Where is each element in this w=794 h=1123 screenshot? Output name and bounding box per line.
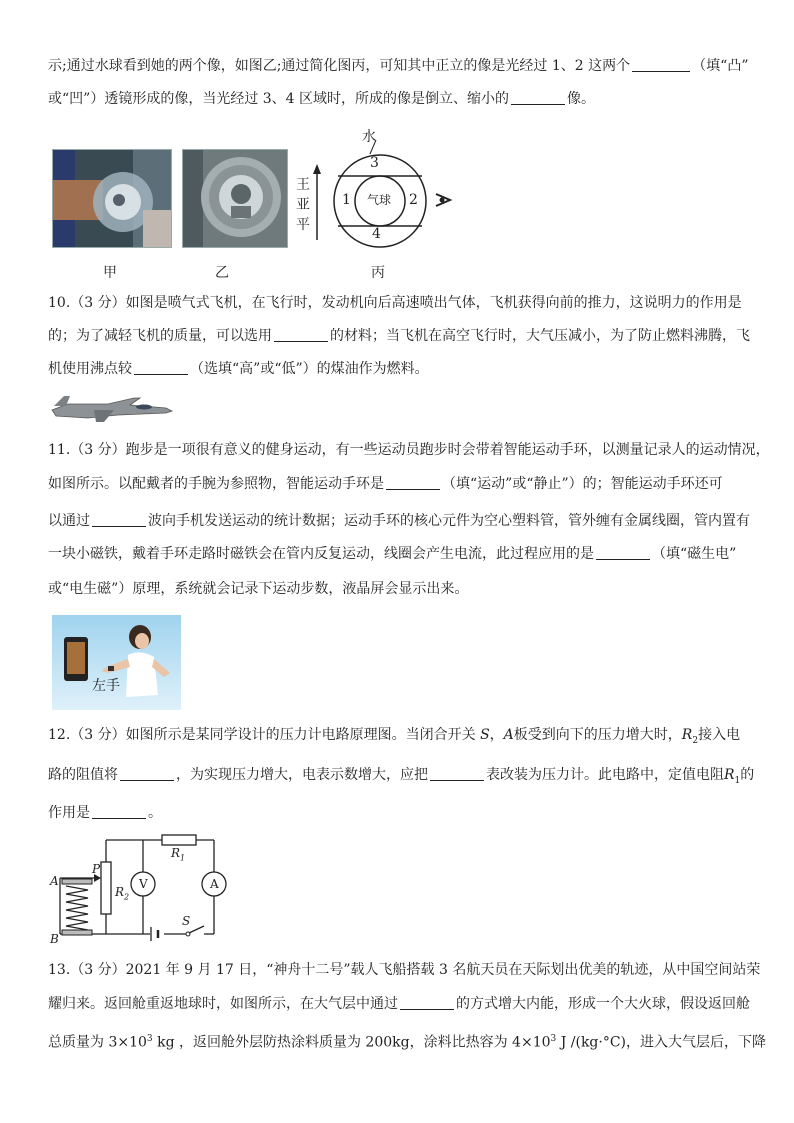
subscript: 1 (734, 775, 741, 786)
plate-symbol: A (503, 727, 514, 743)
label-plate-a: A (50, 874, 59, 888)
eye-icon (436, 194, 450, 206)
label-zone-2: 2 (409, 192, 418, 208)
superscript: 3 (550, 1034, 557, 1044)
answer-blank[interactable] (596, 545, 650, 560)
q11-line-1: 11.（3 分）跑步是一项很有意义的健身运动，有一些运动员跑步时会带着智能运动手环，以测量记录人的运动情况， (48, 442, 770, 458)
answer-blank[interactable] (134, 360, 188, 375)
q11-text: 如图所示。以配戴者的手腕为参照物，智能运动手环是 (48, 476, 384, 492)
label-plate-b: B (50, 932, 59, 946)
resistor-symbol: R (724, 767, 735, 783)
answer-blank[interactable] (92, 804, 146, 819)
q12-text: 板受到向下的压力增大时， (513, 727, 682, 743)
switch-symbol: S (480, 727, 490, 743)
label-balloon: 气球 (367, 193, 392, 207)
q12-text: ，为实现压力增大，电表示数增大，应把 (176, 767, 428, 783)
photo-yi-art (183, 150, 287, 247)
r1-sub: 1 (180, 853, 186, 863)
photo-jia-art (53, 150, 171, 247)
diagram-bing (290, 126, 460, 266)
q13-text: 耀归来。返回舱重返地球时，如图所示，在大气层中通过 (48, 996, 398, 1012)
q11-line-4 (48, 544, 752, 564)
q10-text: 的材料；当飞机在高空飞行时，大气压减小，为了防止燃料沸腾，飞 (330, 328, 750, 344)
q13-text: 总质量为 3×10 (48, 1034, 147, 1051)
q10-text: 机使用沸点较 (48, 361, 132, 377)
circuit-diagram (48, 830, 238, 950)
q12-text: 接入电 (698, 727, 741, 743)
q10-line-2 (48, 326, 752, 346)
label-voltmeter: V (139, 877, 148, 891)
q12-text: ， (489, 727, 504, 743)
q9-text: 示;通过水球看到她的两个像，如图乙;通过简化图丙，可知其中正立的像是光经过 1、2 这两个 (48, 58, 631, 74)
q11-line-3 (48, 511, 752, 531)
answer-blank[interactable] (120, 766, 174, 781)
q10-line-1: 10.（3 分）如图是喷气式飞机，在飞行时，发动机向后高速喷出气体，飞机获得向前的推力，这说明力的作用是 (48, 295, 742, 311)
runner-image (52, 615, 181, 710)
superscript: 3 (146, 1034, 153, 1044)
photo-yi (182, 149, 288, 248)
runner-art (52, 615, 181, 710)
r2-sub: 2 (124, 892, 130, 902)
q11-line-2 (48, 474, 752, 494)
label-slider-p: P (92, 862, 101, 876)
photo-jia (52, 149, 172, 248)
answer-blank[interactable] (274, 327, 328, 342)
q12-text: 作用是 (48, 805, 90, 821)
q13-text: kg ，返回舱外层防热涂料质量为 200kg，涂料比热容为 4×10 (152, 1034, 551, 1051)
q10-text: （选填“高”或“低”）的煤油作为燃料。 (190, 361, 429, 377)
q13-text: J /(kg·°C)，进入大气层后，下降 (556, 1034, 767, 1051)
q11-text: 波向手机发送运动的统计数据；运动手环的核心元件为空心塑料管，管外缠有金属线圈，管内置有 (148, 513, 750, 529)
q9-text: 或“凹”）透镜形成的像，当光经过 3、4 区域时，所成的像是倒立、缩小的 (48, 91, 510, 107)
answer-blank[interactable] (386, 475, 440, 490)
caption-jia: 甲 (103, 265, 117, 281)
q13-text: 的方式增大内能，形成一个大火球，假设返回舱 (456, 996, 750, 1012)
q12-text: 表改装为压力计。此电路中，定值电阻 (486, 767, 724, 783)
subscript: 2 (692, 735, 699, 746)
q13-line-2 (48, 994, 752, 1014)
q12-text: 12.（3 分）如图所示是某同学设计的压力计电路原理图。当闭合开关 (48, 727, 476, 743)
q10-text: 的；为了减轻飞机的质量，可以选用 (48, 328, 272, 344)
q12-line-3 (48, 803, 752, 823)
q11-text: （填“磁生电” (652, 546, 737, 562)
answer-blank[interactable] (92, 512, 146, 527)
q9-text: 像。 (567, 91, 596, 107)
r2-letter: R (115, 885, 125, 899)
q10-line-3 (48, 359, 752, 379)
q13-line-1: 13.（3 分）2021 年 9 月 17 日，“神舟十二号”载人飞船搭载 3 名航天员在天际划出优美的轨迹，从中国空间站荣 (48, 962, 761, 978)
jet-plane-image (48, 392, 174, 424)
r1-letter: R (171, 846, 181, 860)
caption-bing: 丙 (371, 265, 385, 281)
q11-text: 以通过 (48, 513, 90, 529)
answer-blank[interactable] (632, 57, 690, 72)
q11-text: 一块小磁铁，戴着手环走路时磁铁会在管内反复运动，线圈会产生电流，此过程应用的是 (48, 546, 594, 562)
q13-line-3 (48, 1029, 767, 1053)
label-switch: S (182, 914, 191, 928)
answer-blank[interactable] (400, 995, 454, 1010)
resistor-symbol: R (681, 727, 693, 743)
q9-text: （填“凸” (692, 58, 749, 74)
jet-plane-icon (48, 392, 174, 424)
label-left-hand: 左手 (92, 678, 120, 694)
label-zone-3: 3 (370, 155, 379, 171)
answer-blank[interactable] (511, 90, 565, 105)
label-zone-4: 4 (372, 226, 381, 242)
q12-line-1 (48, 725, 752, 751)
q11-line-5: 或“电生磁”）原理，系统就会记录下运动步数，液晶屏会显示出来。 (48, 581, 469, 597)
q9-line-2 (48, 89, 752, 109)
caption-yi: 乙 (215, 265, 229, 281)
q12-line-2 (48, 765, 755, 791)
answer-blank[interactable] (430, 766, 484, 781)
q9-line-1 (48, 56, 752, 76)
label-person-3: 平 (296, 217, 310, 233)
label-r2 (115, 885, 129, 901)
label-person-1: 王 (296, 177, 310, 193)
label-ammeter: A (210, 877, 219, 891)
label-person-2: 亚 (296, 197, 310, 213)
label-zone-1: 1 (342, 192, 351, 208)
label-water: 水 (362, 129, 376, 145)
q12-text: 的 (740, 767, 755, 783)
q12-text: 路的阻值将 (48, 767, 118, 783)
q12-text: 。 (148, 805, 162, 821)
q11-text: （填“运动”或“静止”）的；智能运动手环还可 (442, 476, 723, 492)
label-r1 (171, 846, 185, 862)
